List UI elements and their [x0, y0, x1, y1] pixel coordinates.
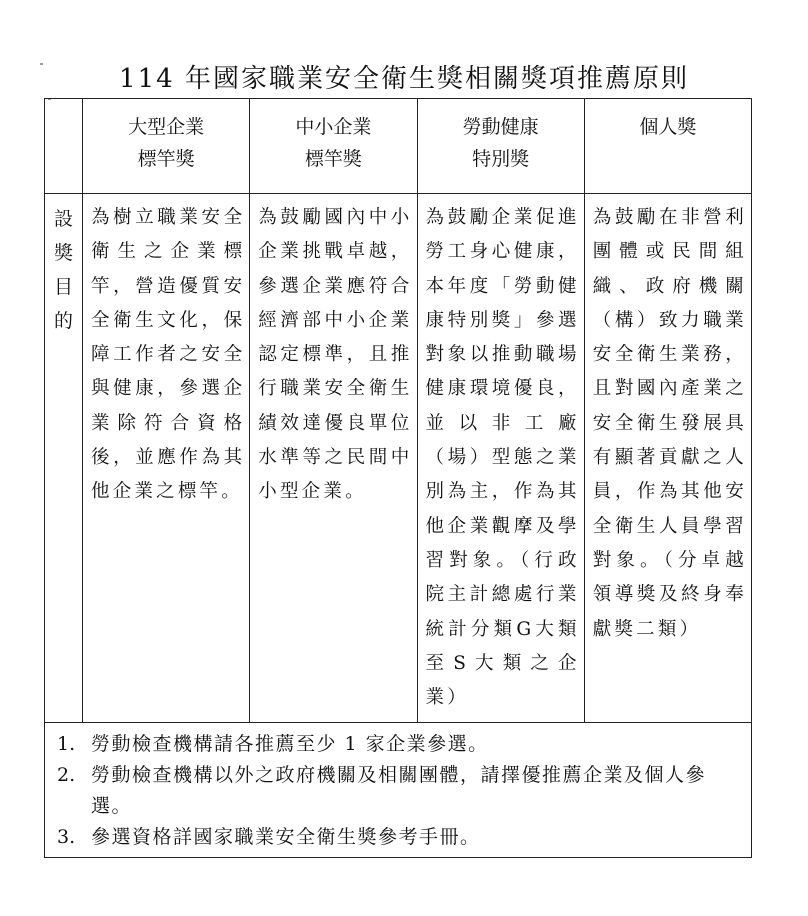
notes-cell [45, 723, 752, 858]
note-text: 勞動檢查機構以外之政府機關及相關團體，請擇優推薦企業及個人參選。 [91, 764, 707, 817]
purpose-large-enterprise: 為樹立職業安全衛生之企業標竿，營造優質安全衛生文化，保障工作者之安全與健康，參選企業除符合資格後，並應作為其他企業之標竿。 [83, 194, 250, 723]
notes-row [45, 723, 752, 858]
purpose-label-char: 獎 [54, 242, 74, 264]
header-line: 特別獎 [472, 148, 530, 170]
note-text: 勞動檢查機構請各推薦至少 1 家企業參選。 [91, 733, 489, 755]
header-labor-health [417, 99, 584, 194]
note-number: 3. [57, 826, 76, 848]
header-line: 大型企業 [128, 116, 205, 138]
header-line: 勞動健康 [462, 116, 539, 138]
note-number: 1. [57, 733, 76, 755]
header-line: 個人獎 [639, 116, 697, 138]
award-table [44, 98, 752, 858]
header-line: 標竿獎 [304, 148, 362, 170]
header-individual [584, 99, 751, 194]
purpose-labor-health: 為鼓勵企業促進勞工身心健康，本年度「勞動健康特別獎」參選對象以推動職場健康環境優良，並以非工廠（場）型態之業別為主，作為其他企業觀摩及學習對象。（行政院主計總處行業統計分類G大類至S大類之企業） [417, 194, 584, 723]
note-text: 參選資格詳國家職業安全衛生獎參考手冊。 [91, 826, 481, 848]
purpose-label [45, 194, 83, 723]
purpose-label-char: 目 [54, 276, 74, 298]
note-item [57, 760, 741, 822]
note-number: 2. [57, 764, 76, 786]
header-row [45, 99, 752, 194]
header-corner-cell [45, 99, 83, 194]
purpose-sme: 為鼓勵國內中小企業挑戰卓越，參選企業應符合經濟部中小企業認定標準，且推行職業安全衛生績效達優良單位水準等之民間中小型企業。 [250, 194, 417, 723]
header-line: 中小企業 [295, 116, 372, 138]
note-item [57, 822, 741, 853]
purpose-row [45, 194, 752, 723]
purpose-label-char: 設 [54, 208, 74, 230]
header-line: 標竿獎 [137, 148, 195, 170]
purpose-individual: 為鼓勵在非營利團體或民間組織、政府機關（構）致力職業安全衛生業務，且對國內產業之安全衛生發展具有顯著貢獻之人員，作為其他安全衛生人員學習對象。（分卓越領導獎及終身奉獻獎二類） [584, 194, 751, 723]
header-large-enterprise [83, 99, 250, 194]
header-sme [250, 99, 417, 194]
note-item [57, 729, 741, 760]
purpose-label-char: 的 [54, 310, 74, 332]
document-title: 114 年國家職業安全衛生獎相關獎項推薦原則 [119, 64, 689, 94]
